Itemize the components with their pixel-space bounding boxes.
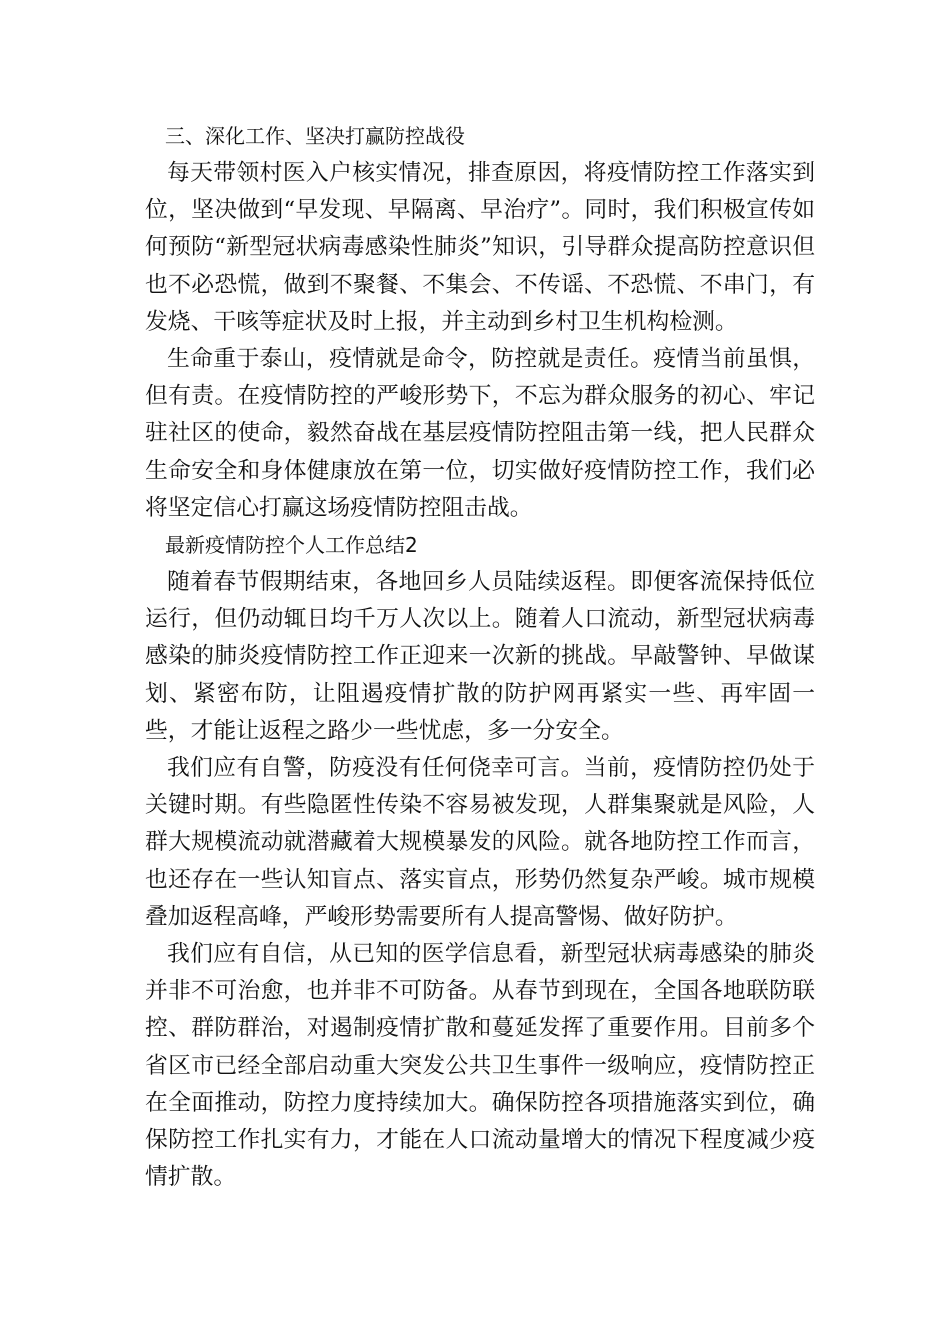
paragraph: 我们应有自信，从已知的医学信息看，新型冠状病毒感染的肺炎并非不可治愈，也并非不可防备。从春节到现在，全国各地联防联控、群防群治，对遏制疫情扩散和蔓延发挥了重要作用。目前多个省区市已经全部启动重大突发公共卫生事件一级响应，疫情防控正在全面推动，防控力度持续加大。确保防控各项措施落实到位，确保防控工作扎实有力，才能在人口流动量增大的情况下程度减少疫情扩散。: [145, 941, 815, 1191]
paragraph: 生命重于泰山，疫情就是命令，防控就是责任。疫情当前虽惧，但有责。在疫情防控的严峻形势下，不忘为群众服务的初心、牢记驻社区的使命，毅然奋战在基层疫情防控阻击第一线，把人民群众生命安全和身体健康放在第一位，切实做好疫情防控工作，我们必将坚定信心打赢这场疫情防控阻击战。: [145, 346, 815, 521]
document-page: [145, 118, 815, 1196]
section-heading: 最新疫情防控个人工作总结2: [165, 533, 418, 558]
paragraph: 随着春节假期结束，各地回乡人员陆续返程。即便客流保持低位运行，但仍动辄日均千万人次以上。随着人口流动，新型冠状病毒感染的肺炎疫情防控工作正迎来一次新的挑战。早敲警钟、早做谋划、紧密布防，让阻遏疫情扩散的防护网再紧实一些、再牢固一些，才能让返程之路少一些忧虑，多一分安全。: [145, 569, 815, 744]
section-heading: 三、深化工作、坚决打赢防控战役: [165, 124, 465, 148]
paragraph: 我们应有自警，防疫没有任何侥幸可言。当前，疫情防控仍处于关键时期。有些隐匿性传染不容易被发现，人群集聚就是风险，人群大规模流动就潜藏着大规模暴发的风险。就各地防控工作而言，也还存在一些认知盲点、落实盲点，形势仍然复杂严峻。城市规模叠加返程高峰，严峻形势需要所有人提高警惕、做好防护。: [145, 755, 815, 930]
paragraph: 每天带领村医入户核实情况，排查原因，将疫情防控工作落实到位，坚决做到“早发现、早隔离、早治疗”。同时，我们积极宣传如何预防“新型冠状病毒感染性肺炎”知识，引导群众提高防控意识但也不必恐慌，做到不聚餐、不集会、不传谣、不恐慌、不串门，有发烧、干咳等症状及时上报，并主动到乡村卫生机构检测。: [145, 160, 815, 335]
